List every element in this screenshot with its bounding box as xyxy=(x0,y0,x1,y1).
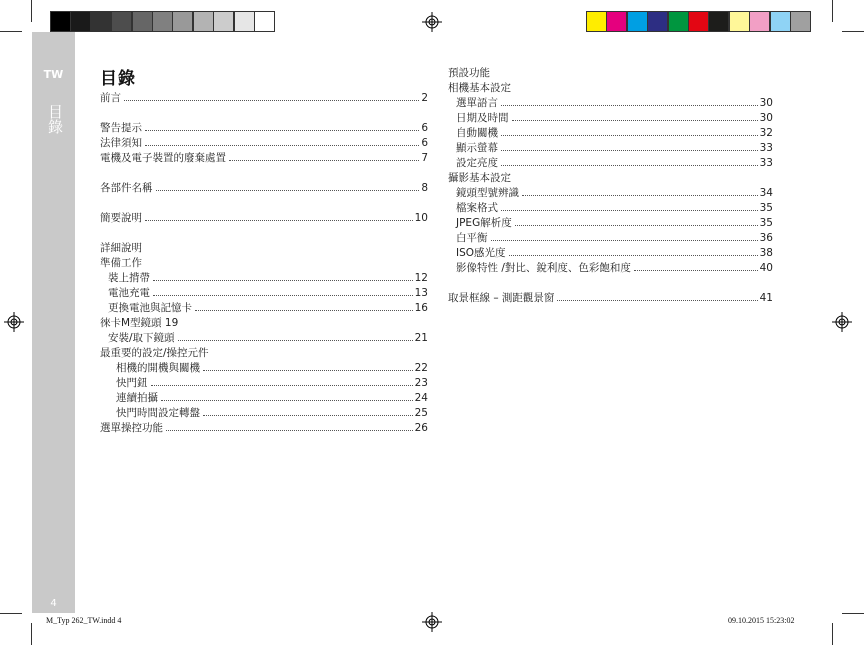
toc-spacer xyxy=(100,166,428,181)
crop-mark xyxy=(842,613,864,614)
toc-leader-dots xyxy=(501,210,758,211)
toc-entry[interactable] xyxy=(100,406,428,421)
toc-leader-dots xyxy=(512,120,758,121)
toc-entry[interactable] xyxy=(100,331,428,346)
toc-entry-page: 6 xyxy=(421,122,428,134)
toc-entry-page: 23 xyxy=(414,377,428,389)
registration-target-icon xyxy=(422,12,442,32)
color-swatch xyxy=(627,11,648,32)
toc-leader-dots xyxy=(153,280,413,281)
toc-entry-page: 33 xyxy=(759,142,773,154)
toc-entry-page: 8 xyxy=(421,182,428,194)
toc-entry[interactable] xyxy=(448,261,773,276)
color-swatch xyxy=(770,11,791,32)
registration-target-icon xyxy=(422,612,442,632)
page-title: 目錄 xyxy=(100,69,136,89)
gray-swatch xyxy=(193,11,214,32)
language-code: TW xyxy=(43,68,64,81)
toc-entry-page: 38 xyxy=(759,247,773,259)
toc-entry-label: 更換電池與記憶卡 xyxy=(108,302,192,314)
toc-entry-label: 電池充電 xyxy=(108,287,150,299)
toc-entry-label: 選單操控功能 xyxy=(100,422,163,434)
crop-mark xyxy=(31,623,32,645)
toc-leader-dots xyxy=(509,255,758,256)
toc-entry-page: 30 xyxy=(759,97,773,109)
toc-entry-page: 40 xyxy=(759,262,773,274)
color-swatch xyxy=(688,11,709,32)
toc-heading: 相機基本設定 xyxy=(448,82,511,94)
toc-entry-page: 34 xyxy=(759,187,773,199)
toc-entry-label: 選單語言 xyxy=(456,97,498,109)
toc-entry-label: 電機及電子裝置的廢棄處置 xyxy=(100,152,226,164)
toc-entry-label: 快門鈕 xyxy=(116,377,148,389)
toc-entry-page: 35 xyxy=(759,202,773,214)
toc-entry[interactable] xyxy=(100,151,428,166)
crop-mark xyxy=(0,31,22,32)
color-swatch xyxy=(647,11,668,32)
toc-heading: 攝影基本設定 xyxy=(448,172,511,184)
gray-swatch xyxy=(152,11,173,32)
toc-entry[interactable] xyxy=(448,141,773,156)
toc-entry-label: 鏡頭型號辨識 xyxy=(456,187,519,199)
toc-entry-label: 各部件名稱 xyxy=(100,182,153,194)
toc-spacer xyxy=(100,226,428,241)
toc-entry-label: 白平衡 xyxy=(456,232,488,244)
toc-entry[interactable] xyxy=(448,216,773,231)
toc-leader-dots xyxy=(145,220,413,221)
toc-leader-dots xyxy=(557,300,757,301)
toc-entry[interactable] xyxy=(100,121,428,136)
toc-entry[interactable] xyxy=(448,291,773,306)
toc-spacer xyxy=(100,106,428,121)
toc-entry-page: 10 xyxy=(414,212,428,224)
toc-entry-label: 相機的開機與關機 xyxy=(116,362,200,374)
color-swatch xyxy=(790,11,811,32)
toc-entry-label: 法律須知 xyxy=(100,137,142,149)
footer-filename: M_Typ 262_TW.indd 4 xyxy=(46,616,122,625)
registration-target-icon xyxy=(4,312,24,332)
toc-entry-page: 16 xyxy=(414,302,428,314)
footer-datetime: 09.10.2015 15:23:02 xyxy=(728,616,795,625)
toc-entry-page: 30 xyxy=(759,112,773,124)
toc-leader-dots xyxy=(501,135,758,136)
toc-leader-dots xyxy=(178,340,413,341)
color-swatch xyxy=(708,11,729,32)
toc-entry[interactable] xyxy=(448,246,773,261)
toc-leader-dots xyxy=(145,130,419,131)
toc-entry-label: 連續拍攝 xyxy=(116,392,158,404)
toc-entry-label: 安裝/取下鏡頭 xyxy=(108,332,175,344)
toc-leader-dots xyxy=(195,310,413,311)
crop-mark xyxy=(832,623,833,645)
gray-swatch xyxy=(50,11,71,32)
toc-entry[interactable] xyxy=(100,136,428,151)
toc-entry[interactable] xyxy=(448,201,773,216)
toc-leader-dots xyxy=(491,240,758,241)
toc-left-column xyxy=(100,91,428,436)
toc-entry-label: JPEG解析度 xyxy=(456,217,512,229)
toc-entry-page: 22 xyxy=(414,362,428,374)
toc-heading: 準備工作 xyxy=(100,257,142,269)
toc-leader-dots xyxy=(501,105,758,106)
toc-entry-label: 警告提示 xyxy=(100,122,142,134)
toc-leader-dots xyxy=(145,145,419,146)
color-swatch xyxy=(586,11,607,32)
toc-entry-label: 影像特性 /對比、銳利度、色彩飽和度 xyxy=(456,262,631,274)
toc-entry-label: 快門時間設定轉盤 xyxy=(116,407,200,419)
toc-heading: 詳細說明 xyxy=(100,242,142,254)
toc-entry[interactable] xyxy=(100,91,428,106)
toc-entry-page: 6 xyxy=(421,137,428,149)
toc-leader-dots xyxy=(156,190,420,191)
toc-entry-label: 檔案格式 xyxy=(456,202,498,214)
gray-swatch xyxy=(132,11,153,32)
toc-entry[interactable] xyxy=(100,271,428,286)
gray-swatch xyxy=(213,11,234,32)
toc-entry-page: 7 xyxy=(421,152,428,164)
toc-entry-page: 36 xyxy=(759,232,773,244)
toc-leader-dots xyxy=(501,165,758,166)
sidebar-tab xyxy=(32,32,75,613)
gray-swatch xyxy=(70,11,91,32)
toc-leader-dots xyxy=(151,385,413,386)
toc-leader-dots xyxy=(501,150,758,151)
toc-entry-page: 41 xyxy=(759,292,773,304)
page-number: 4 xyxy=(50,598,57,609)
toc-entry-label: 裝上揹帶 xyxy=(108,272,150,284)
crop-mark xyxy=(0,613,22,614)
toc-entry-label: 前言 xyxy=(100,92,121,104)
gray-swatch xyxy=(172,11,193,32)
toc-entry-page: 32 xyxy=(759,127,773,139)
toc-leader-dots xyxy=(522,195,758,196)
gray-swatch xyxy=(111,11,132,32)
toc-right-column xyxy=(448,66,773,306)
color-swatch xyxy=(606,11,627,32)
toc-heading: 最重要的設定/操控元件 xyxy=(100,347,209,359)
toc-entry-label: 簡要說明 xyxy=(100,212,142,224)
gray-swatch xyxy=(91,11,112,32)
toc-entry[interactable] xyxy=(100,301,428,316)
crop-mark xyxy=(31,0,32,22)
color-swatch xyxy=(729,11,750,32)
toc-entry[interactable] xyxy=(448,96,773,111)
toc-spacer xyxy=(448,276,773,291)
crop-mark xyxy=(842,31,864,32)
toc-leader-dots xyxy=(229,160,419,161)
color-swatch xyxy=(668,11,689,32)
toc-leader-dots xyxy=(161,400,413,401)
toc-entry-page: 24 xyxy=(414,392,428,404)
toc-entry-label: 設定亮度 xyxy=(456,157,498,169)
toc-entry-page: 13 xyxy=(414,287,428,299)
toc-entry[interactable] xyxy=(448,126,773,141)
color-swatch xyxy=(749,11,770,32)
toc-heading: 預設功能 xyxy=(448,67,490,79)
toc-leader-dots xyxy=(153,295,413,296)
toc-entry[interactable] xyxy=(100,286,428,301)
toc-entry[interactable] xyxy=(100,376,428,391)
toc-entry-page: 25 xyxy=(414,407,428,419)
toc-leader-dots xyxy=(515,225,758,226)
registration-target-icon xyxy=(832,312,852,332)
toc-entry[interactable] xyxy=(100,361,428,376)
toc-entry[interactable] xyxy=(100,421,428,436)
toc-leader-dots xyxy=(203,370,413,371)
toc-entry-page: 21 xyxy=(414,332,428,344)
toc-spacer xyxy=(100,196,428,211)
gray-swatch xyxy=(254,11,275,32)
toc-leader-dots xyxy=(634,270,758,271)
toc-entry-page: 26 xyxy=(414,422,428,434)
toc-entry-label: 顯示螢幕 xyxy=(456,142,498,154)
toc-entry[interactable] xyxy=(448,156,773,171)
toc-heading: 徠卡M型鏡頭 19 xyxy=(100,317,179,329)
toc-leader-dots xyxy=(203,415,413,416)
toc-entry-page: 12 xyxy=(414,272,428,284)
gray-swatch xyxy=(234,11,255,32)
toc-entry-page: 35 xyxy=(759,217,773,229)
toc-leader-dots xyxy=(166,430,413,431)
toc-entry[interactable] xyxy=(100,211,428,226)
sidebar-section-title: 目錄 xyxy=(46,104,64,134)
toc-entry-label: 取景框線 – 測距觀景窗 xyxy=(448,292,555,304)
toc-entry[interactable] xyxy=(448,231,773,246)
toc-entry[interactable] xyxy=(100,181,428,196)
toc-entry[interactable] xyxy=(448,186,773,201)
toc-entry-label: ISO感光度 xyxy=(456,247,506,259)
toc-leader-dots xyxy=(124,100,419,101)
toc-entry-page: 33 xyxy=(759,157,773,169)
toc-entry-page: 2 xyxy=(421,92,428,104)
toc-entry[interactable] xyxy=(100,391,428,406)
crop-mark xyxy=(832,0,833,22)
toc-entry[interactable] xyxy=(448,111,773,126)
toc-entry-label: 日期及時間 xyxy=(456,112,509,124)
toc-entry-label: 自動關機 xyxy=(456,127,498,139)
